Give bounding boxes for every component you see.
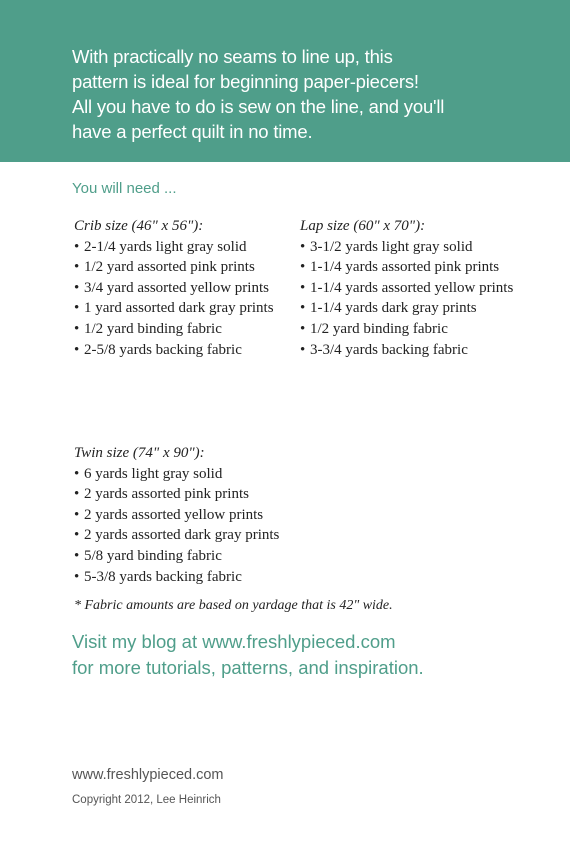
twin-size-title: Twin size (74" x 90"):: [74, 445, 205, 461]
footer-website: www.freshlypieced.com: [72, 767, 224, 783]
list-item: • 1/2 yard binding fabric: [74, 319, 289, 340]
you-will-need-heading: You will need ...: [72, 180, 177, 197]
list-item: • 2-5/8 yards backing fabric: [74, 340, 289, 361]
list-item: • 5-3/8 yards backing fabric: [74, 567, 374, 588]
intro-line: pattern is ideal for beginning paper-piecers!: [72, 71, 419, 92]
copyright-notice: Copyright 2012, Lee Heinrich: [72, 794, 221, 806]
list-item: • 1-1/4 yards assorted yellow prints: [300, 278, 530, 299]
crib-size-list: [74, 216, 289, 360]
list-item: • 1/2 yard assorted pink prints: [74, 257, 289, 278]
list-item: • 3-3/4 yards backing fabric: [300, 340, 530, 361]
intro-text: [72, 44, 552, 144]
list-item: • 1/2 yard binding fabric: [300, 319, 530, 340]
list-item: • 2 yards assorted dark gray prints: [74, 525, 374, 546]
crib-size-title: Crib size (46" x 56"):: [74, 218, 204, 234]
fabric-footnote: * Fabric amounts are based on yardage that is 42" wide.: [74, 598, 393, 613]
list-item: • 2 yards assorted pink prints: [74, 484, 374, 505]
intro-line: have a perfect quilt in no time.: [72, 121, 313, 142]
list-item: • 6 yards light gray solid: [74, 464, 374, 485]
list-item: • 1-1/4 yards assorted pink prints: [300, 257, 530, 278]
list-item: • 5/8 yard binding fabric: [74, 546, 374, 567]
intro-line: All you have to do is sew on the line, and you'll: [72, 96, 445, 117]
twin-size-list: [74, 443, 374, 587]
list-item: • 2 yards assorted yellow prints: [74, 505, 374, 526]
intro-line: With practically no seams to line up, this: [72, 46, 393, 67]
list-item: • 1-1/4 yards dark gray prints: [300, 298, 530, 319]
lap-size-list: [300, 216, 530, 360]
list-item: • 3/4 yard assorted yellow prints: [74, 278, 289, 299]
list-item: • 2-1/4 yards light gray solid: [74, 237, 289, 258]
list-item: • 1 yard assorted dark gray prints: [74, 298, 289, 319]
list-item: • 3-1/2 yards light gray solid: [300, 237, 530, 258]
lap-size-title: Lap size (60" x 70"):: [300, 218, 426, 234]
blog-line: Visit my blog at www.freshlypieced.com: [72, 631, 396, 652]
blog-line: for more tutorials, patterns, and inspiration.: [72, 657, 424, 678]
intro-banner: [0, 0, 570, 162]
blog-callout: [72, 629, 562, 681]
